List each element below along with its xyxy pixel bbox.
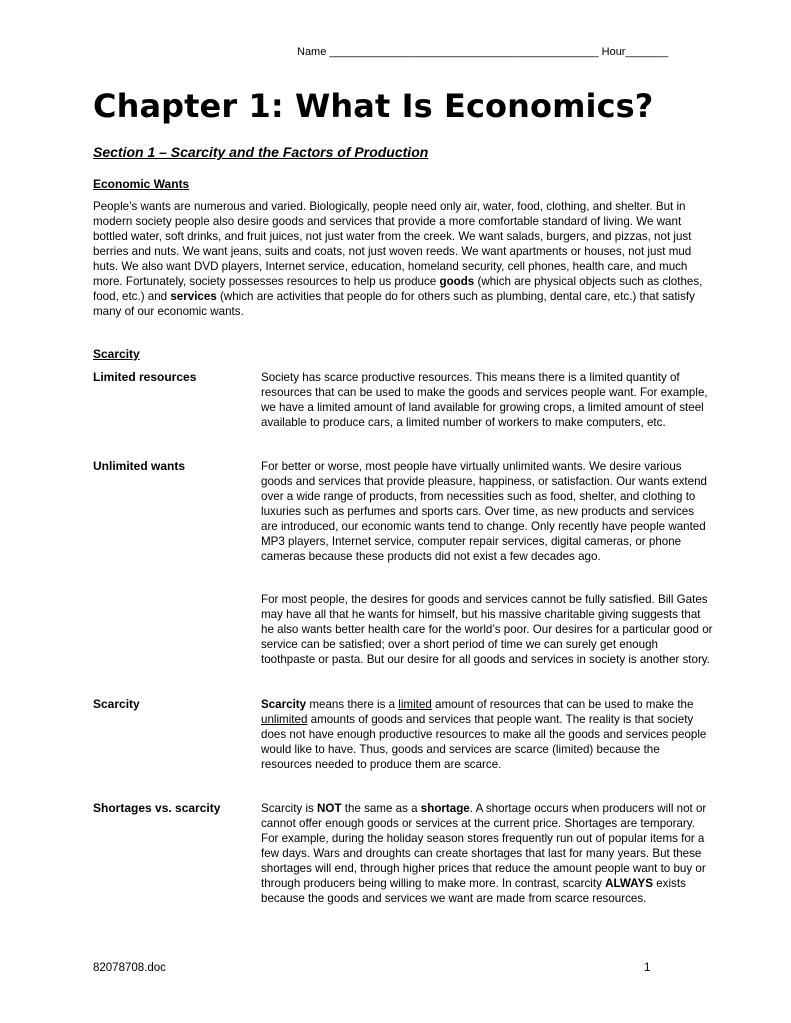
economic-wants-paragraph — [93, 199, 703, 319]
not-bold: NOT — [317, 802, 342, 815]
scarcity-text-3: amounts of goods and services that people want. The reality is that society does not have enough productive resources to make all the goods and services people would like to have. Thus, goods and services are scarce (limited) because the resources needed to produce them are scarce. — [261, 713, 707, 771]
scarcity-term: Scarcity — [93, 697, 140, 711]
scarcity-heading: Scarcity — [93, 347, 140, 361]
scarcity-text-2: amount of resources that can be used to make the — [431, 698, 694, 711]
shortages-text-3: . A shortage occurs when producers will not or cannot offer enough goods or services at the current price. Shortages are temporary. For example, during the holiday season stores frequently run out of popular items for a few days. Wars and droughts can create shortages that last for many years. But these shortages will end, through higher prices that reduce the amount people want to buy or through producers being willing to make more. In contrast, scarcity — [261, 802, 707, 890]
unlimited-wants-text-1: For better or worse, most people have virtually unlimited wants. We desire various goods and services that provide pleasure, happiness, or satisfaction. Our wants extend over a wide range of products, from necessities such as food, shelter, and clothing to luxuries such as perfumes and sports cars. Over time, as new products and services are introduced, our economic wants tend to change. Only recently have people wanted MP3 players, Internet service, computer repair services, digital cameras, or phone cameras because these products did not exist a few decades ago. — [261, 460, 707, 563]
shortages-text — [261, 801, 713, 906]
footer-filename: 82078708.doc — [93, 962, 166, 974]
unlimited-wants-term: Unlimited wants — [93, 459, 186, 473]
limited-underlined: limited — [398, 698, 432, 711]
services-term: services — [170, 290, 217, 303]
name-hour-line: Name ____________________________________________ Hour_______ — [297, 46, 669, 58]
limited-resources-text: Society has scarce productive resources. This means there is a limited quantity of resources that can be used to make the goods and services people want. For example, we have a limited amount of land available for growing crops, a limited amount of steel available to produce cars, a limited number of workers to make computers, etc. — [261, 371, 708, 429]
scarcity-text-1: means there is a — [306, 698, 399, 711]
shortages-text-1: Scarcity is — [261, 802, 318, 815]
shortages-text-2: the same as a — [341, 802, 421, 815]
economic-wants-text-3: (which are activities that people do for others such as plumbing, dental care, etc.) that satisfy many of our economic wants. — [93, 290, 695, 318]
footer-page-number: 1 — [644, 962, 651, 974]
scarcity-definition — [261, 697, 713, 772]
economic-wants-text-2: (which are physical objects such as clothes, food, etc.) and — [93, 275, 703, 303]
shortages-text-4: exists because the goods and services we want are made from scarce resources. — [261, 877, 686, 905]
shortage-bold: shortage — [420, 802, 470, 815]
scarcity-bold: Scarcity — [261, 698, 307, 711]
economic-wants-text-1: People’s wants are numerous and varied. Biologically, people need only air, water, food, clothing, and shelter. But in modern society people also desire goods and services that provide a more comfortable standard of living. We want bottled water, soft drinks, and fruit juices, not just water from the creek. We want salads, burgers, and pizzas, not just berries and nuts. We want jeans, suits and coats, not just woven reeds. We want apartments or houses, not just mud huts. We also want DVD players, Internet service, education, homeland security, cell phones, health care, and much more. Fortunately, society possesses resources to help us produce — [93, 200, 692, 288]
limited-resources-term: Limited resources — [93, 370, 197, 384]
unlimited-underlined: unlimited — [261, 713, 308, 726]
unlimited-wants-text-2: For most people, the desires for goods and services cannot be fully satisfied. Bill Gates may have all that he wants for himself, but his massive charitable giving suggests that he also wants better health care for the world’s poor. Our desires for a particular good or service can be satisfied; over a short period of time we can surely get enough toothpaste or pasta. But our desire for all goods and services in society is another story. — [261, 593, 713, 666]
shortages-term: Shortages vs. scarcity — [93, 801, 221, 815]
page-title: Chapter 1: What Is Economics? — [93, 87, 654, 125]
always-bold: ALWAYS — [605, 877, 654, 890]
economic-wants-heading: Economic Wants — [93, 177, 190, 191]
section-title: Section 1 – Scarcity and the Factors of Production — [93, 144, 429, 160]
goods-term: goods — [439, 275, 475, 288]
